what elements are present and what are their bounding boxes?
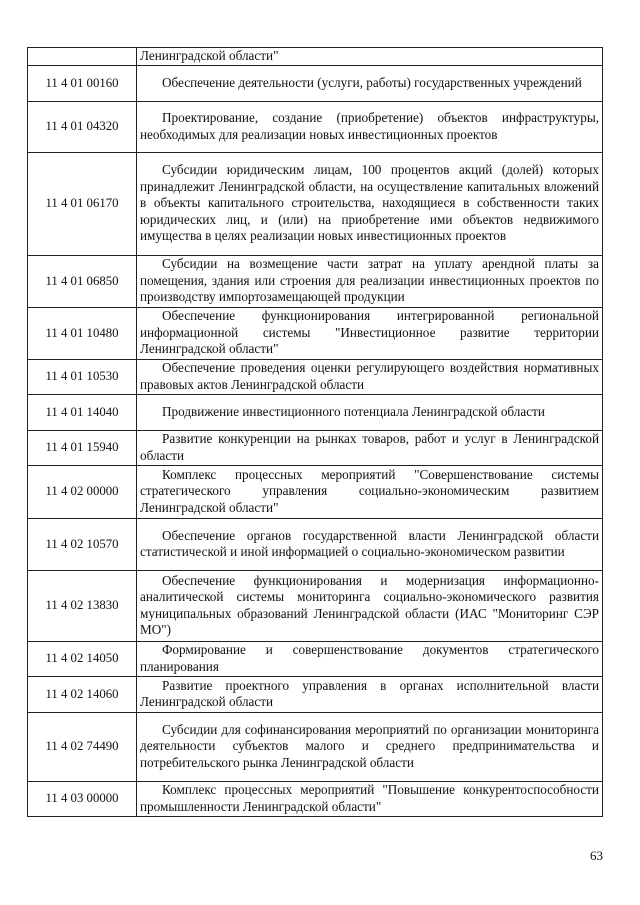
description-text: Обеспечение проведения оценки регулирующего воздействия нормативных правовых актов Ленинградской области: [140, 360, 599, 392]
description-cell: [137, 430, 603, 465]
table-row: [28, 518, 603, 570]
table-row: [28, 101, 603, 152]
description-text: Комплекс процессных мероприятий "Повышение конкурентоспособности промышленности Ленинградской области": [140, 782, 599, 814]
description-text: Субсидии для софинансирования мероприятий по организации мониторинга деятельности субъектов малого и среднего предпринимательства и потребительского рынка Ленинградской области: [140, 721, 599, 770]
description-text: Ленинградской области": [140, 48, 279, 63]
code-cell: 11 4 03 00000: [28, 781, 137, 816]
description-cell: [137, 65, 603, 101]
description-text: Обеспечение функционирования и модернизация информационно-аналитической системы мониторинга социально-экономического развития муниципальных образований Ленинградской области (ИАС "Мониторинг СЭР МО"): [140, 572, 599, 637]
description-text: Комплекс процессных мероприятий "Совершенствование системы стратегического управления социально-экономическим развитием Ленинградской области": [140, 466, 599, 515]
description-cell: [137, 394, 603, 430]
table-body: [28, 48, 603, 817]
table-row: [28, 65, 603, 101]
description-text: Субсидии на возмещение части затрат на уплату арендной платы за помещения, здания или строения для реализации инвестиционных проектов по производству импортозамещающей продукции: [140, 256, 599, 305]
description-cell: [137, 518, 603, 570]
code-cell: 11 4 02 14060: [28, 676, 137, 712]
code-cell: 11 4 01 06170: [28, 152, 137, 255]
table-row: [28, 255, 603, 307]
description-text: Продвижение инвестиционного потенциала Ленинградской области: [162, 403, 545, 419]
code-cell: 11 4 02 13830: [28, 570, 137, 641]
page-number: 63: [590, 848, 603, 863]
table-row: [28, 359, 603, 394]
code-cell: 11 4 02 10570: [28, 518, 137, 570]
table-row: [28, 465, 603, 518]
table-row: [28, 307, 603, 359]
description-cell: [137, 101, 603, 152]
table-row: [28, 48, 603, 66]
description-cell: [137, 641, 603, 676]
description-cell: [137, 255, 603, 307]
table-row: [28, 430, 603, 465]
description-cell: [137, 152, 603, 255]
table-row: [28, 641, 603, 676]
description-text: Обеспечение деятельности (услуги, работы) государственных учреждений: [162, 74, 582, 90]
table-row: [28, 676, 603, 712]
description-cell: [137, 676, 603, 712]
table-row: [28, 781, 603, 816]
table-row: [28, 152, 603, 255]
code-cell: 11 4 01 06850: [28, 255, 137, 307]
description-text: Обеспечение органов государственной власти Ленинградской области статистической и иной информацией о социально-экономическом развитии: [140, 527, 599, 559]
description-cell: [137, 359, 603, 394]
code-cell: 11 4 01 00160: [28, 65, 137, 101]
description-cell: [137, 48, 603, 66]
code-cell: 11 4 02 14050: [28, 641, 137, 676]
code-cell: 11 4 01 10530: [28, 359, 137, 394]
code-cell: 11 4 01 04320: [28, 101, 137, 152]
description-cell: [137, 712, 603, 781]
code-cell: 11 4 02 74490: [28, 712, 137, 781]
description-text: Формирование и совершенствование документов стратегического планирования: [140, 642, 599, 674]
code-cell: 11 4 01 14040: [28, 394, 137, 430]
description-cell: [137, 465, 603, 518]
code-cell: 11 4 01 15940: [28, 430, 137, 465]
description-text: Развитие конкуренции на рынках товаров, работ и услуг в Ленинградской области: [140, 431, 599, 463]
description-cell: [137, 570, 603, 641]
code-cell: 11 4 01 10480: [28, 307, 137, 359]
code-cell: 11 4 02 00000: [28, 465, 137, 518]
description-cell: [137, 307, 603, 359]
description-text: Развитие проектного управления в органах исполнительной власти Ленинградской области: [140, 677, 599, 709]
table-row: [28, 394, 603, 430]
description-text: Обеспечение функционирования интегрированной региональной информационной системы "Инвестиционное развитие территории Ленинградской области": [140, 308, 599, 357]
code-cell: [28, 48, 137, 66]
budget-codes-table: [27, 47, 603, 817]
table-row: [28, 570, 603, 641]
description-cell: [137, 781, 603, 816]
description-text: Проектирование, создание (приобретение) объектов инфраструктуры, необходимых для реализации новых инвестиционных проектов: [140, 110, 599, 142]
table-row: [28, 712, 603, 781]
description-text: Субсидии юридическим лицам, 100 процентов акций (долей) которых принадлежит Ленинградской области, на осуществление капитальных вложений в объекты капитального строительства, находящиеся в собственности таких юридических лиц, и (или) на приобретение ими объектов недвижимого имущества в целях реализации новых инвестиционных проектов: [140, 162, 599, 244]
